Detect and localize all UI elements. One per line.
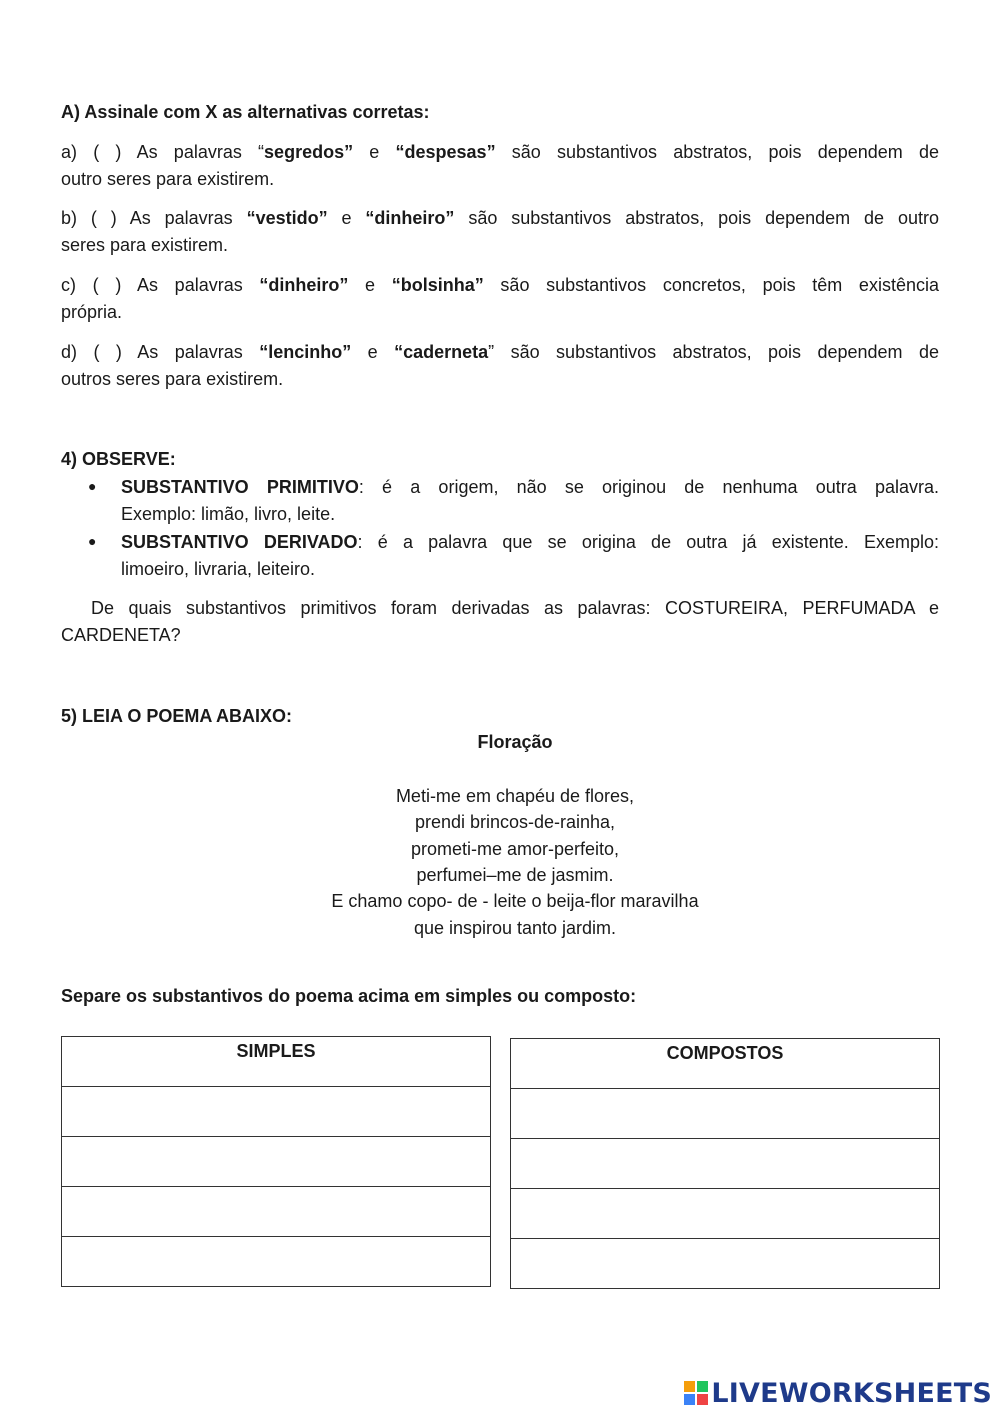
question-4-cont: CARDENETA?: [61, 625, 181, 645]
compostos-answer-cell[interactable]: [511, 1089, 940, 1139]
section-5-title: 5) LEIA O POEMA ABAIXO:: [61, 706, 293, 726]
poem-line: que inspirou tanto jardim.: [413, 918, 617, 938]
instruction: Separe os substantivos do poema acima em simples ou composto:: [61, 986, 637, 1006]
bullet-primitivo-cont: Exemplo: limão, livro, leite.: [121, 504, 336, 524]
compostos-table: [510, 1038, 940, 1289]
option-c-cont: própria.: [61, 302, 123, 322]
option-b-cont: seres para existirem.: [61, 235, 229, 255]
compostos-answer-cell[interactable]: [511, 1239, 940, 1289]
liveworksheets-logo: [684, 1378, 992, 1408]
simples-header: SIMPLES: [62, 1037, 491, 1087]
section-a-title: A) Assinale com X as alternativas corretas:: [61, 102, 430, 122]
compostos-answer-cell[interactable]: [511, 1139, 940, 1189]
compostos-header: COMPOSTOS: [511, 1039, 940, 1089]
bullet-dot: ●: [88, 478, 97, 494]
logo-text: LIVEWORKSHEETS: [711, 1377, 992, 1409]
section-4-title: 4) OBSERVE:: [61, 449, 176, 469]
option-d-cont: outros seres para existirem.: [61, 369, 284, 389]
poem-line: prometi-me amor-perfeito,: [410, 839, 620, 859]
option-c: c) ( ) As palavras “dinheiro” e “bolsinha” são substantivos concretos, pois têm existência: [61, 275, 939, 295]
simples-answer-cell[interactable]: [62, 1187, 491, 1237]
simples-answer-cell[interactable]: [62, 1087, 491, 1137]
simples-answer-cell[interactable]: [62, 1137, 491, 1187]
compostos-answer-cell[interactable]: [511, 1189, 940, 1239]
bullet-derivado: SUBSTANTIVO DERIVADO: é a palavra que se origina de outra já existente. Exemplo:: [121, 532, 939, 552]
poem-line: Meti-me em chapéu de flores,: [395, 786, 635, 806]
option-a: a) ( ) As palavras “segredos” e “despesas” são substantivos abstratos, pois dependem de: [61, 142, 940, 162]
poem-title: Floração: [477, 732, 553, 752]
poem-line: perfumei–me de jasmim.: [416, 865, 614, 885]
poem-line: prendi brincos-de-rainha,: [414, 812, 616, 832]
simples-answer-cell[interactable]: [62, 1237, 491, 1287]
option-d: d) ( ) As palavras “lencinho” e “caderneta” são substantivos abstratos, pois dependem de: [61, 342, 940, 362]
logo-squares-icon: [684, 1381, 708, 1405]
option-a-cont: outro seres para existirem.: [61, 169, 275, 189]
question-4: De quais substantivos primitivos foram derivadas as palavras: COSTUREIRA, PERFUMADA e: [91, 598, 939, 618]
bullet-dot: ●: [88, 533, 97, 549]
bullet-derivado-cont: limoeiro, livraria, leiteiro.: [121, 559, 316, 579]
bullet-primitivo: SUBSTANTIVO PRIMITIVO: é a origem, não se originou de nenhuma outra palavra.: [121, 477, 939, 497]
option-b: b) ( ) As palavras “vestido” e “dinheiro” são substantivos abstratos, pois dependem de outro: [61, 208, 940, 228]
poem-line: E chamo copo- de - leite o beija-flor maravilha: [331, 891, 699, 911]
simples-table: [61, 1036, 491, 1287]
